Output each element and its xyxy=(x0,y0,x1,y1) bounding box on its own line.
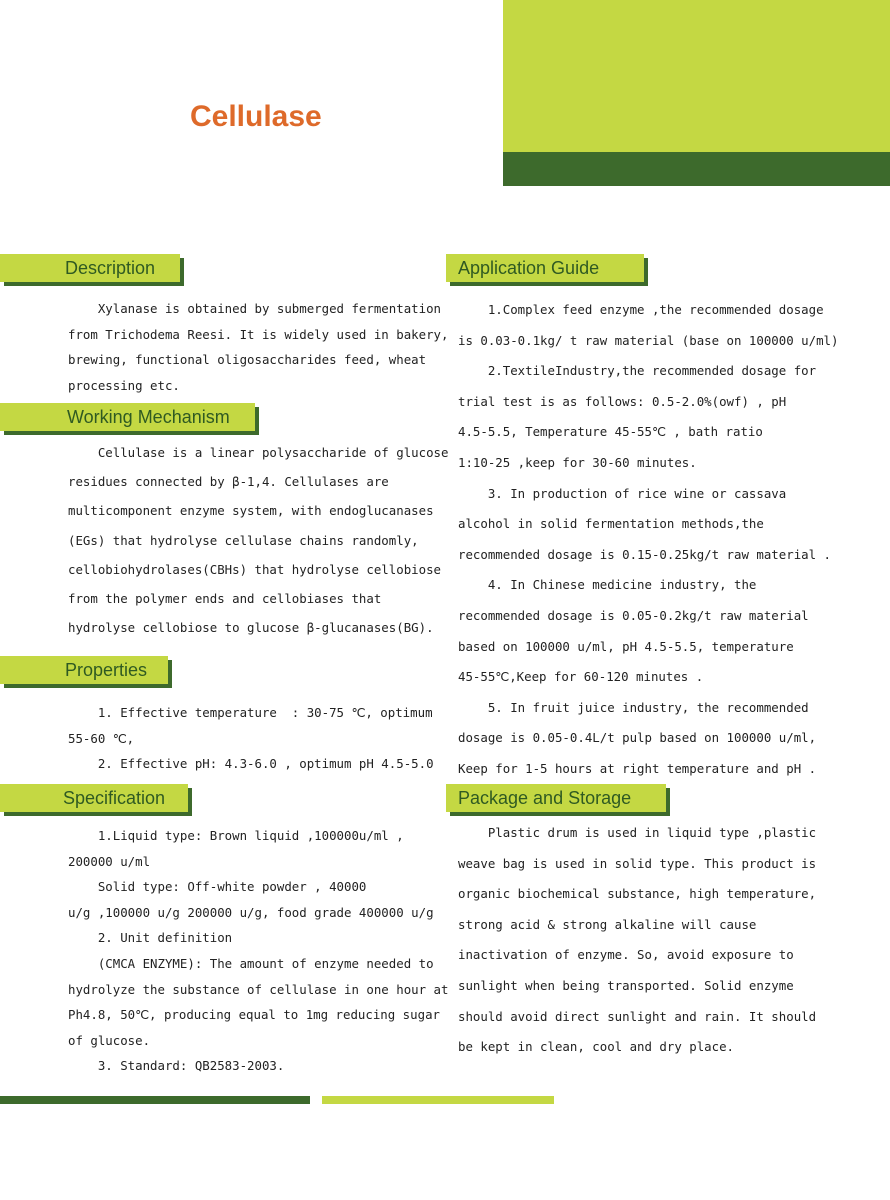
application-guide-text xyxy=(458,295,838,785)
text-line: 2. Effective pH: 4.3-6.0 , optimum pH 4.5-5.0 xyxy=(68,756,434,771)
text-line: processing etc. xyxy=(68,377,180,393)
text-line: organic biochemical substance, high temperature, xyxy=(458,886,817,902)
text-line: 3. Standard: QB2583-2003. xyxy=(68,1058,285,1074)
text-line: of glucose. xyxy=(68,1032,151,1048)
text-line: u/g ,100000 u/g 200000 u/g, food grade 400000 u/g xyxy=(68,904,434,920)
text-line: 4.5-5.5, Temperature 45-55℃ , bath ratio xyxy=(458,424,763,440)
text-line: strong acid & strong alkaline will cause xyxy=(458,916,757,932)
text-line: is 0.03-0.1kg/ t raw material (base on 100000 u/ml) xyxy=(458,332,839,348)
text-line: should avoid direct sunlight and rain. It should xyxy=(458,1008,817,1024)
text-line: 45-55℃,Keep for 60-120 minutes . xyxy=(458,669,704,685)
text-line: 55-60 ℃, xyxy=(68,730,135,746)
description-text xyxy=(68,296,448,398)
description-heading: Description xyxy=(0,254,180,282)
properties-text xyxy=(68,700,434,777)
text-line: recommended dosage is 0.15-0.25kg/t raw material . xyxy=(458,546,831,562)
specification-heading: Specification xyxy=(0,784,188,812)
text-line: brewing, functional oligosaccharides feed, wheat xyxy=(68,352,427,368)
specification-text xyxy=(68,823,448,1079)
text-line: 1:10-25 ,keep for 30-60 minutes. xyxy=(458,454,697,470)
text-line: 5. In fruit juice industry, the recommended xyxy=(458,699,809,715)
text-line: hydrolyze the substance of cellulase in one hour at xyxy=(68,981,449,997)
text-line: cellobiohydrolases(CBHs) that hydrolyse cellobiose xyxy=(68,561,441,577)
footer-stripe-light xyxy=(322,1096,554,1104)
text-line: 2. Unit definition xyxy=(68,930,233,946)
text-line: 200000 u/ml xyxy=(68,853,151,869)
text-line: Xylanase is obtained by submerged fermentation xyxy=(68,301,441,316)
text-line: 1. Effective temperature : 30-75 ℃, optimum xyxy=(68,705,433,720)
application-guide-heading: Application Guide xyxy=(446,254,644,282)
text-line: 1.Liquid type: Brown liquid ,100000u/ml , xyxy=(68,828,404,843)
working-mechanism-text xyxy=(68,438,448,642)
text-line: inactivation of enzyme. So, avoid exposure to xyxy=(458,947,794,963)
text-line: based on 100000 u/ml, pH 4.5-5.5, temperature xyxy=(458,638,794,654)
text-line: from the polymer ends and cellobiases that xyxy=(68,591,382,607)
text-line: dosage is 0.05-0.4L/t pulp based on 100000 u/ml, xyxy=(458,730,817,746)
page-title: Cellulase xyxy=(190,100,322,133)
text-line: hydrolyse cellobiose to glucose β-glucanases(BG). xyxy=(68,620,434,636)
text-line: 4. In Chinese medicine industry, the xyxy=(458,577,757,593)
text-line: multicomponent enzyme system, with endoglucanases xyxy=(68,503,434,519)
text-line: 3. In production of rice wine or cassava xyxy=(458,485,787,501)
text-line: weave bag is used in solid type. This product is xyxy=(458,855,817,871)
text-line: Solid type: Off-white powder , 40000 xyxy=(68,879,367,895)
text-line: residues connected by β-1,4. Cellulases are xyxy=(68,474,389,490)
text-line: recommended dosage is 0.05-0.2kg/t raw material xyxy=(458,607,809,623)
text-line: be kept in clean, cool and dry place. xyxy=(458,1039,735,1055)
package-storage-text xyxy=(458,818,816,1063)
text-line: (EGs) that hydrolyse cellulase chains randomly, xyxy=(68,532,419,548)
corner-accent-stripe xyxy=(503,152,890,186)
footer-stripe-dark xyxy=(0,1096,310,1104)
text-line: 2.TextileIndustry,the recommended dosage for xyxy=(458,363,817,379)
text-line: trial test is as follows: 0.5-2.0%(owf) , pH xyxy=(458,393,787,409)
text-line: from Trichodema Reesi. It is widely used in bakery, xyxy=(68,326,449,342)
text-line: (CMCA ENZYME): The amount of enzyme needed to xyxy=(68,955,434,971)
text-line: Keep for 1-5 hours at right temperature and pH . xyxy=(458,760,817,776)
text-line: Cellulase is a linear polysaccharide of glucose xyxy=(68,445,449,460)
text-line: sunlight when being transported. Solid enzyme xyxy=(458,977,794,993)
text-line: Ph4.8, 50℃, producing equal to 1mg reducing sugar xyxy=(68,1007,440,1023)
text-line: Plastic drum is used in liquid type ,plastic xyxy=(458,825,817,840)
corner-accent-block xyxy=(503,0,890,152)
text-line: 1.Complex feed enzyme ,the recommended dosage xyxy=(458,302,824,317)
working-mechanism-heading: Working Mechanism xyxy=(0,403,255,431)
properties-heading: Properties xyxy=(0,656,168,684)
text-line: alcohol in solid fermentation methods,the xyxy=(458,516,764,532)
package-storage-heading: Package and Storage xyxy=(446,784,666,812)
